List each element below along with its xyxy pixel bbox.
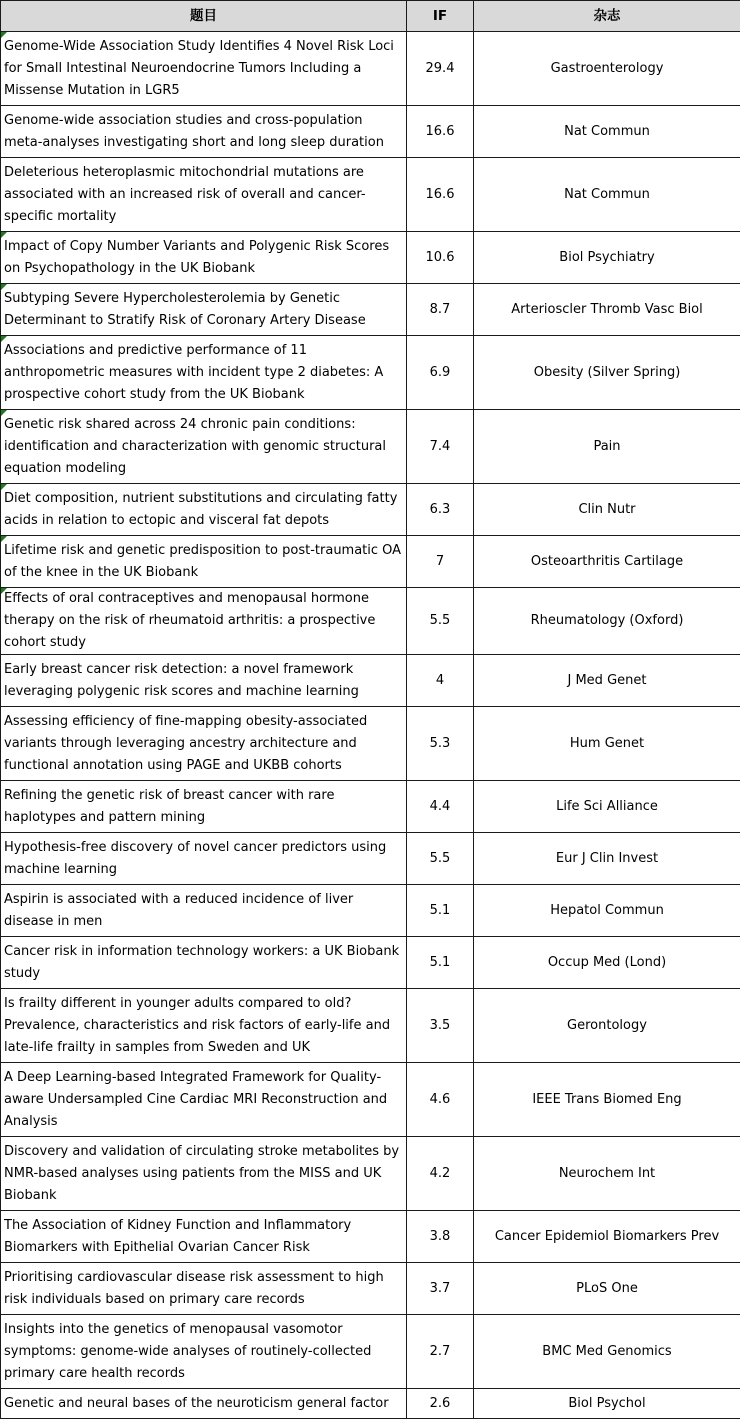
if-cell: 5.3 [407, 707, 474, 781]
table-row [1, 833, 740, 885]
journal-cell: PLoS One [474, 1263, 740, 1315]
if-cell: 4 [407, 655, 474, 707]
if-cell: 5.5 [407, 588, 474, 655]
journal-cell: Osteoarthritis Cartilage [474, 536, 740, 588]
title-cell: Hypothesis-free discovery of novel cancer predictors using machine learning [1, 833, 407, 885]
journal-cell: Arterioscler Thromb Vasc Biol [474, 284, 740, 336]
table-row [1, 1211, 740, 1263]
if-cell: 4.6 [407, 1063, 474, 1137]
if-cell: 5.1 [407, 885, 474, 937]
journal-cell: Hum Genet [474, 707, 740, 781]
if-cell: 6.9 [407, 336, 474, 410]
header-row [1, 1, 740, 32]
journal-cell: Clin Nutr [474, 484, 740, 536]
journal-cell: Nat Commun [474, 158, 740, 232]
table-row [1, 989, 740, 1063]
if-cell: 29.4 [407, 32, 474, 106]
if-cell: 16.6 [407, 158, 474, 232]
if-cell: 2.6 [407, 1389, 474, 1419]
if-cell: 3.8 [407, 1211, 474, 1263]
if-cell: 6.3 [407, 484, 474, 536]
title-cell: Insights into the genetics of menopausal vasomotor symptoms: genome-wide analyses of routinely-collected primary care health records [1, 1315, 407, 1389]
title-cell: Genome-wide association studies and cross-population meta-analyses investigating short and long sleep duration [1, 106, 407, 158]
journal-cell: IEEE Trans Biomed Eng [474, 1063, 740, 1137]
table-row [1, 885, 740, 937]
if-cell: 7.4 [407, 410, 474, 484]
title-cell: Subtyping Severe Hypercholesterolemia by Genetic Determinant to Stratify Risk of Coronary Artery Disease [1, 284, 407, 336]
table-row [1, 781, 740, 833]
if-cell: 8.7 [407, 284, 474, 336]
title-cell: Prioritising cardiovascular disease risk assessment to high risk individuals based on primary care records [1, 1263, 407, 1315]
table-row [1, 707, 740, 781]
if-cell: 5.1 [407, 937, 474, 989]
if-cell: 2.7 [407, 1315, 474, 1389]
title-cell: Deleterious heteroplasmic mitochondrial mutations are associated with an increased risk of overall and cancer-specific mortality [1, 158, 407, 232]
table-row [1, 937, 740, 989]
title-cell: Diet composition, nutrient substitutions and circulating fatty acids in relation to ectopic and visceral fat depots [1, 484, 407, 536]
journal-cell: Eur J Clin Invest [474, 833, 740, 885]
journal-cell: Gerontology [474, 989, 740, 1063]
title-cell: Is frailty different in younger adults compared to old? Prevalence, characteristics and risk factors of early-life and late-life frailty in samples from Sweden and UK [1, 989, 407, 1063]
table-row [1, 655, 740, 707]
table-row [1, 284, 740, 336]
journal-cell: Occup Med (Lond) [474, 937, 740, 989]
table-row [1, 410, 740, 484]
table-row [1, 1263, 740, 1315]
journal-cell: Gastroenterology [474, 32, 740, 106]
title-cell: A Deep Learning-based Integrated Framework for Quality-aware Undersampled Cine Cardiac MRI Reconstruction and Analysis [1, 1063, 407, 1137]
if-cell: 3.7 [407, 1263, 474, 1315]
table-row [1, 232, 740, 284]
title-cell: Discovery and validation of circulating stroke metabolites by NMR-based analyses using patients from the MISS and UK Biobank [1, 1137, 407, 1211]
table-row [1, 106, 740, 158]
table-row [1, 536, 740, 588]
if-cell: 7 [407, 536, 474, 588]
title-cell: Associations and predictive performance of 11 anthropometric measures with incident type 2 diabetes: A prospective cohort study from the UK Biobank [1, 336, 407, 410]
journal-cell: Nat Commun [474, 106, 740, 158]
table-row [1, 336, 740, 410]
header-title: 题目 [1, 1, 407, 32]
title-cell: Early breast cancer risk detection: a novel framework leveraging polygenic risk scores and machine learning [1, 655, 407, 707]
table-row [1, 1389, 740, 1419]
header-journal: 杂志 [474, 1, 740, 32]
table-row [1, 484, 740, 536]
title-cell: Genetic risk shared across 24 chronic pain conditions: identification and characterization with genomic structural equation modeling [1, 410, 407, 484]
journal-cell: Rheumatology (Oxford) [474, 588, 740, 655]
table-row [1, 1063, 740, 1137]
journal-cell: Obesity (Silver Spring) [474, 336, 740, 410]
title-cell: Genome-Wide Association Study Identifies 4 Novel Risk Loci for Small Intestinal Neuroendocrine Tumors Including a Missense Mutation in LGR5 [1, 32, 407, 106]
header-if: IF [407, 1, 474, 32]
title-cell: Assessing efficiency of fine-mapping obesity-associated variants through leveraging ancestry architecture and functional annotation using PAGE and UKBB cohorts [1, 707, 407, 781]
journal-cell: Neurochem Int [474, 1137, 740, 1211]
journal-cell: BMC Med Genomics [474, 1315, 740, 1389]
title-cell: Effects of oral contraceptives and menopausal hormone therapy on the risk of rheumatoid arthritis: a prospective cohort study [1, 588, 407, 655]
journal-cell: J Med Genet [474, 655, 740, 707]
title-cell: The Association of Kidney Function and Inflammatory Biomarkers with Epithelial Ovarian Cancer Risk [1, 1211, 407, 1263]
title-cell: Lifetime risk and genetic predisposition to post-traumatic OA of the knee in the UK Biobank [1, 536, 407, 588]
journal-cell: Life Sci Alliance [474, 781, 740, 833]
table-row [1, 1137, 740, 1211]
if-cell: 10.6 [407, 232, 474, 284]
if-cell: 16.6 [407, 106, 474, 158]
title-cell: Cancer risk in information technology workers: a UK Biobank study [1, 937, 407, 989]
journal-cell: Pain [474, 410, 740, 484]
title-cell: Refining the genetic risk of breast cancer with rare haplotypes and pattern mining [1, 781, 407, 833]
if-cell: 4.2 [407, 1137, 474, 1211]
journal-cell: Biol Psychol [474, 1389, 740, 1419]
table-row [1, 32, 740, 106]
table-row [1, 158, 740, 232]
journal-cell: Biol Psychiatry [474, 232, 740, 284]
title-cell: Aspirin is associated with a reduced incidence of liver disease in men [1, 885, 407, 937]
journal-cell: Hepatol Commun [474, 885, 740, 937]
if-cell: 5.5 [407, 833, 474, 885]
title-cell: Impact of Copy Number Variants and Polygenic Risk Scores on Psychopathology in the UK Biobank [1, 232, 407, 284]
if-cell: 4.4 [407, 781, 474, 833]
table-row [1, 588, 740, 655]
journal-cell: Cancer Epidemiol Biomarkers Prev [474, 1211, 740, 1263]
title-cell: Genetic and neural bases of the neuroticism general factor [1, 1389, 407, 1419]
table-row [1, 1315, 740, 1389]
if-cell: 3.5 [407, 989, 474, 1063]
